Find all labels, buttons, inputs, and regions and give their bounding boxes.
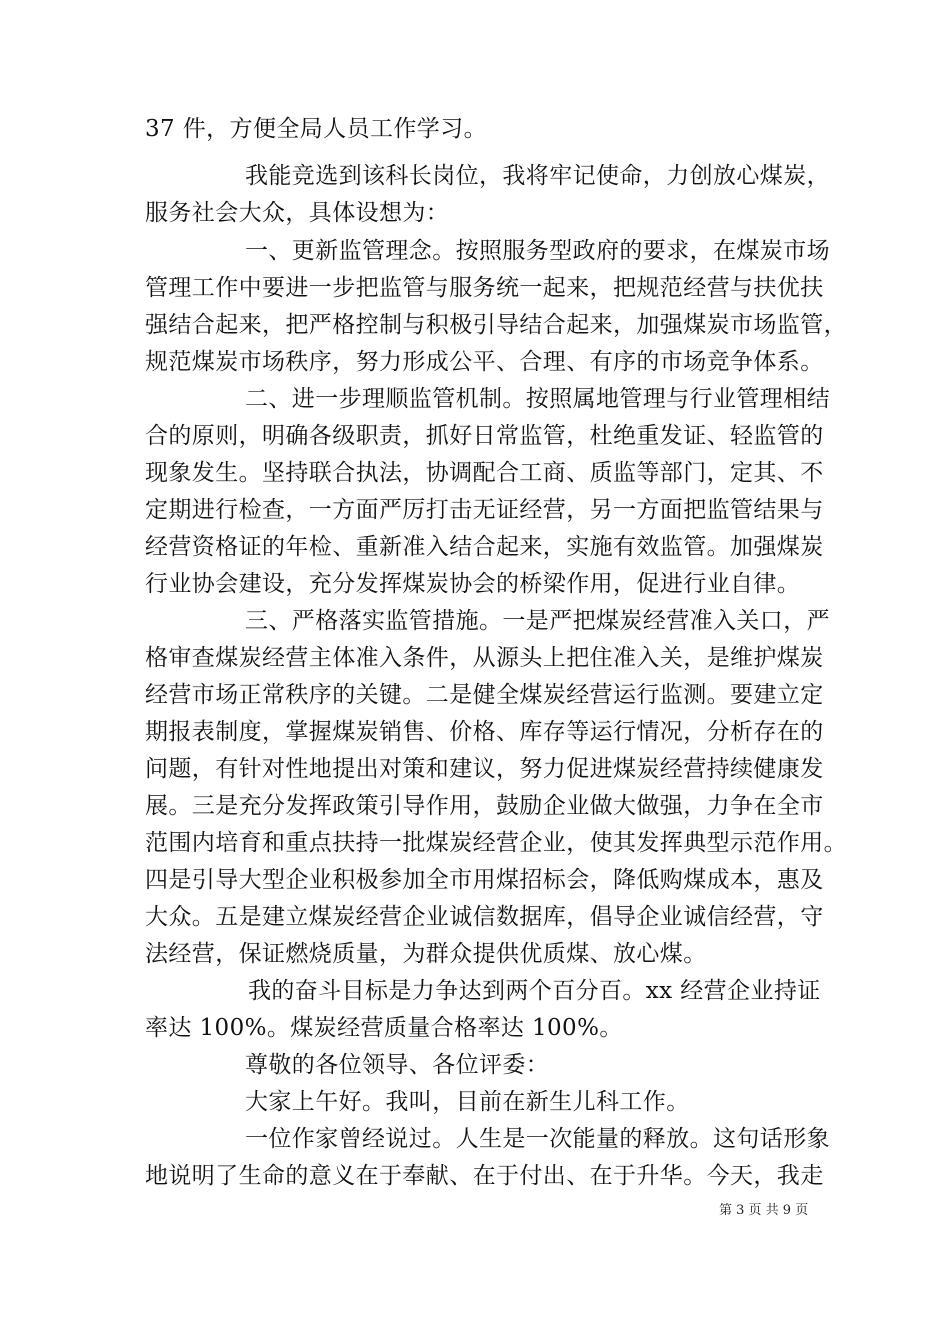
- text-line: 格审查煤炭经营主体准入条件，从源头上把住准入关，是维护煤炭: [145, 645, 824, 671]
- text-line: 展。三是充分发挥政策引导作用，鼓励企业做大做强，力争在全市: [145, 793, 824, 819]
- text-line: 大家上午好。我叫，目前在新生儿科工作。: [245, 1089, 690, 1115]
- text-line: 四是引导大型企业积极参加全市用煤招标会，降低购煤成本，惠及: [145, 867, 824, 893]
- text-line: 我的奋斗目标是力争达到两个百分百。xx 经营企业持证: [248, 978, 821, 1004]
- text-line: 服务社会大众，具体设想为：: [145, 200, 450, 226]
- text-line: 范围内培育和重点扶持一批煤炭经营企业，使其发挥典型示范作用。: [145, 830, 847, 856]
- text-line: 问题，有针对性地提出对策和建议，努力促进煤炭经营持续健康发: [145, 756, 824, 782]
- text-line: 37 件，方便全局人员工作学习。: [145, 116, 487, 142]
- text-line: 法经营，保证燃烧质量，为群众提供优质煤、放心煤。: [145, 941, 707, 967]
- text-line: 尊敬的各位领导、各位评委：: [245, 1052, 550, 1078]
- text-line: 大众。五是建立煤炭经营企业诚信数据库，倡导企业诚信经营，守: [145, 904, 824, 930]
- text-line: 管理工作中要进一步把监管与服务统一起来，把规范经营与扶优扶: [145, 275, 824, 301]
- text-line: 期报表制度，掌握煤炭销售、价格、库存等运行情况，分析存在的: [145, 719, 824, 745]
- text-line: 行业协会建设，充分发挥煤炭协会的桥梁作用，促进行业自律。: [145, 571, 801, 597]
- text-line: 定期进行检查，一方面严厉打击无证经营，另一方面把监管结果与: [145, 497, 824, 523]
- text-line: 我能竞选到该科长岗位，我将牢记使命，力创放心煤炭，: [245, 163, 830, 189]
- text-line: 合的原则，明确各级职责，抓好日常监管，杜绝重发证、轻监管的: [145, 423, 824, 449]
- text-line: 经营市场正常秩序的关键。二是健全煤炭经营运行监测。要建立定: [145, 682, 824, 708]
- text-line: 二、进一步理顺监管机制。按照属地管理与行业管理相结: [245, 386, 830, 412]
- text-line: 经营资格证的年检、重新准入结合起来，实施有效监管。加强煤炭: [145, 534, 824, 560]
- text-line: 一位作家曾经说过。人生是一次能量的释放。这句话形象: [245, 1126, 830, 1152]
- text-line: 三、严格落实监管措施。一是严把煤炭经营准入关口，严: [245, 608, 830, 634]
- page-number: 第 3 页 共 9 页: [719, 1203, 809, 1218]
- text-line: 率达 100%。煤炭经营质量合格率达 100%。: [145, 1015, 623, 1041]
- text-line: 一、更新监管理念。按照服务型政府的要求，在煤炭市场: [245, 238, 830, 264]
- text-line: 地说明了生命的意义在于奉献、在于付出、在于升华。今天，我走: [145, 1163, 824, 1189]
- text-line: 强结合起来，把严格控制与积极引导结合起来，加强煤炭市场监管，: [145, 312, 847, 338]
- text-line: 规范煤炭市场秩序，努力形成公平、合理、有序的市场竞争体系。: [145, 349, 824, 375]
- text-line: 现象发生。坚持联合执法，协调配合工商、质监等部门，定其、不: [145, 460, 824, 486]
